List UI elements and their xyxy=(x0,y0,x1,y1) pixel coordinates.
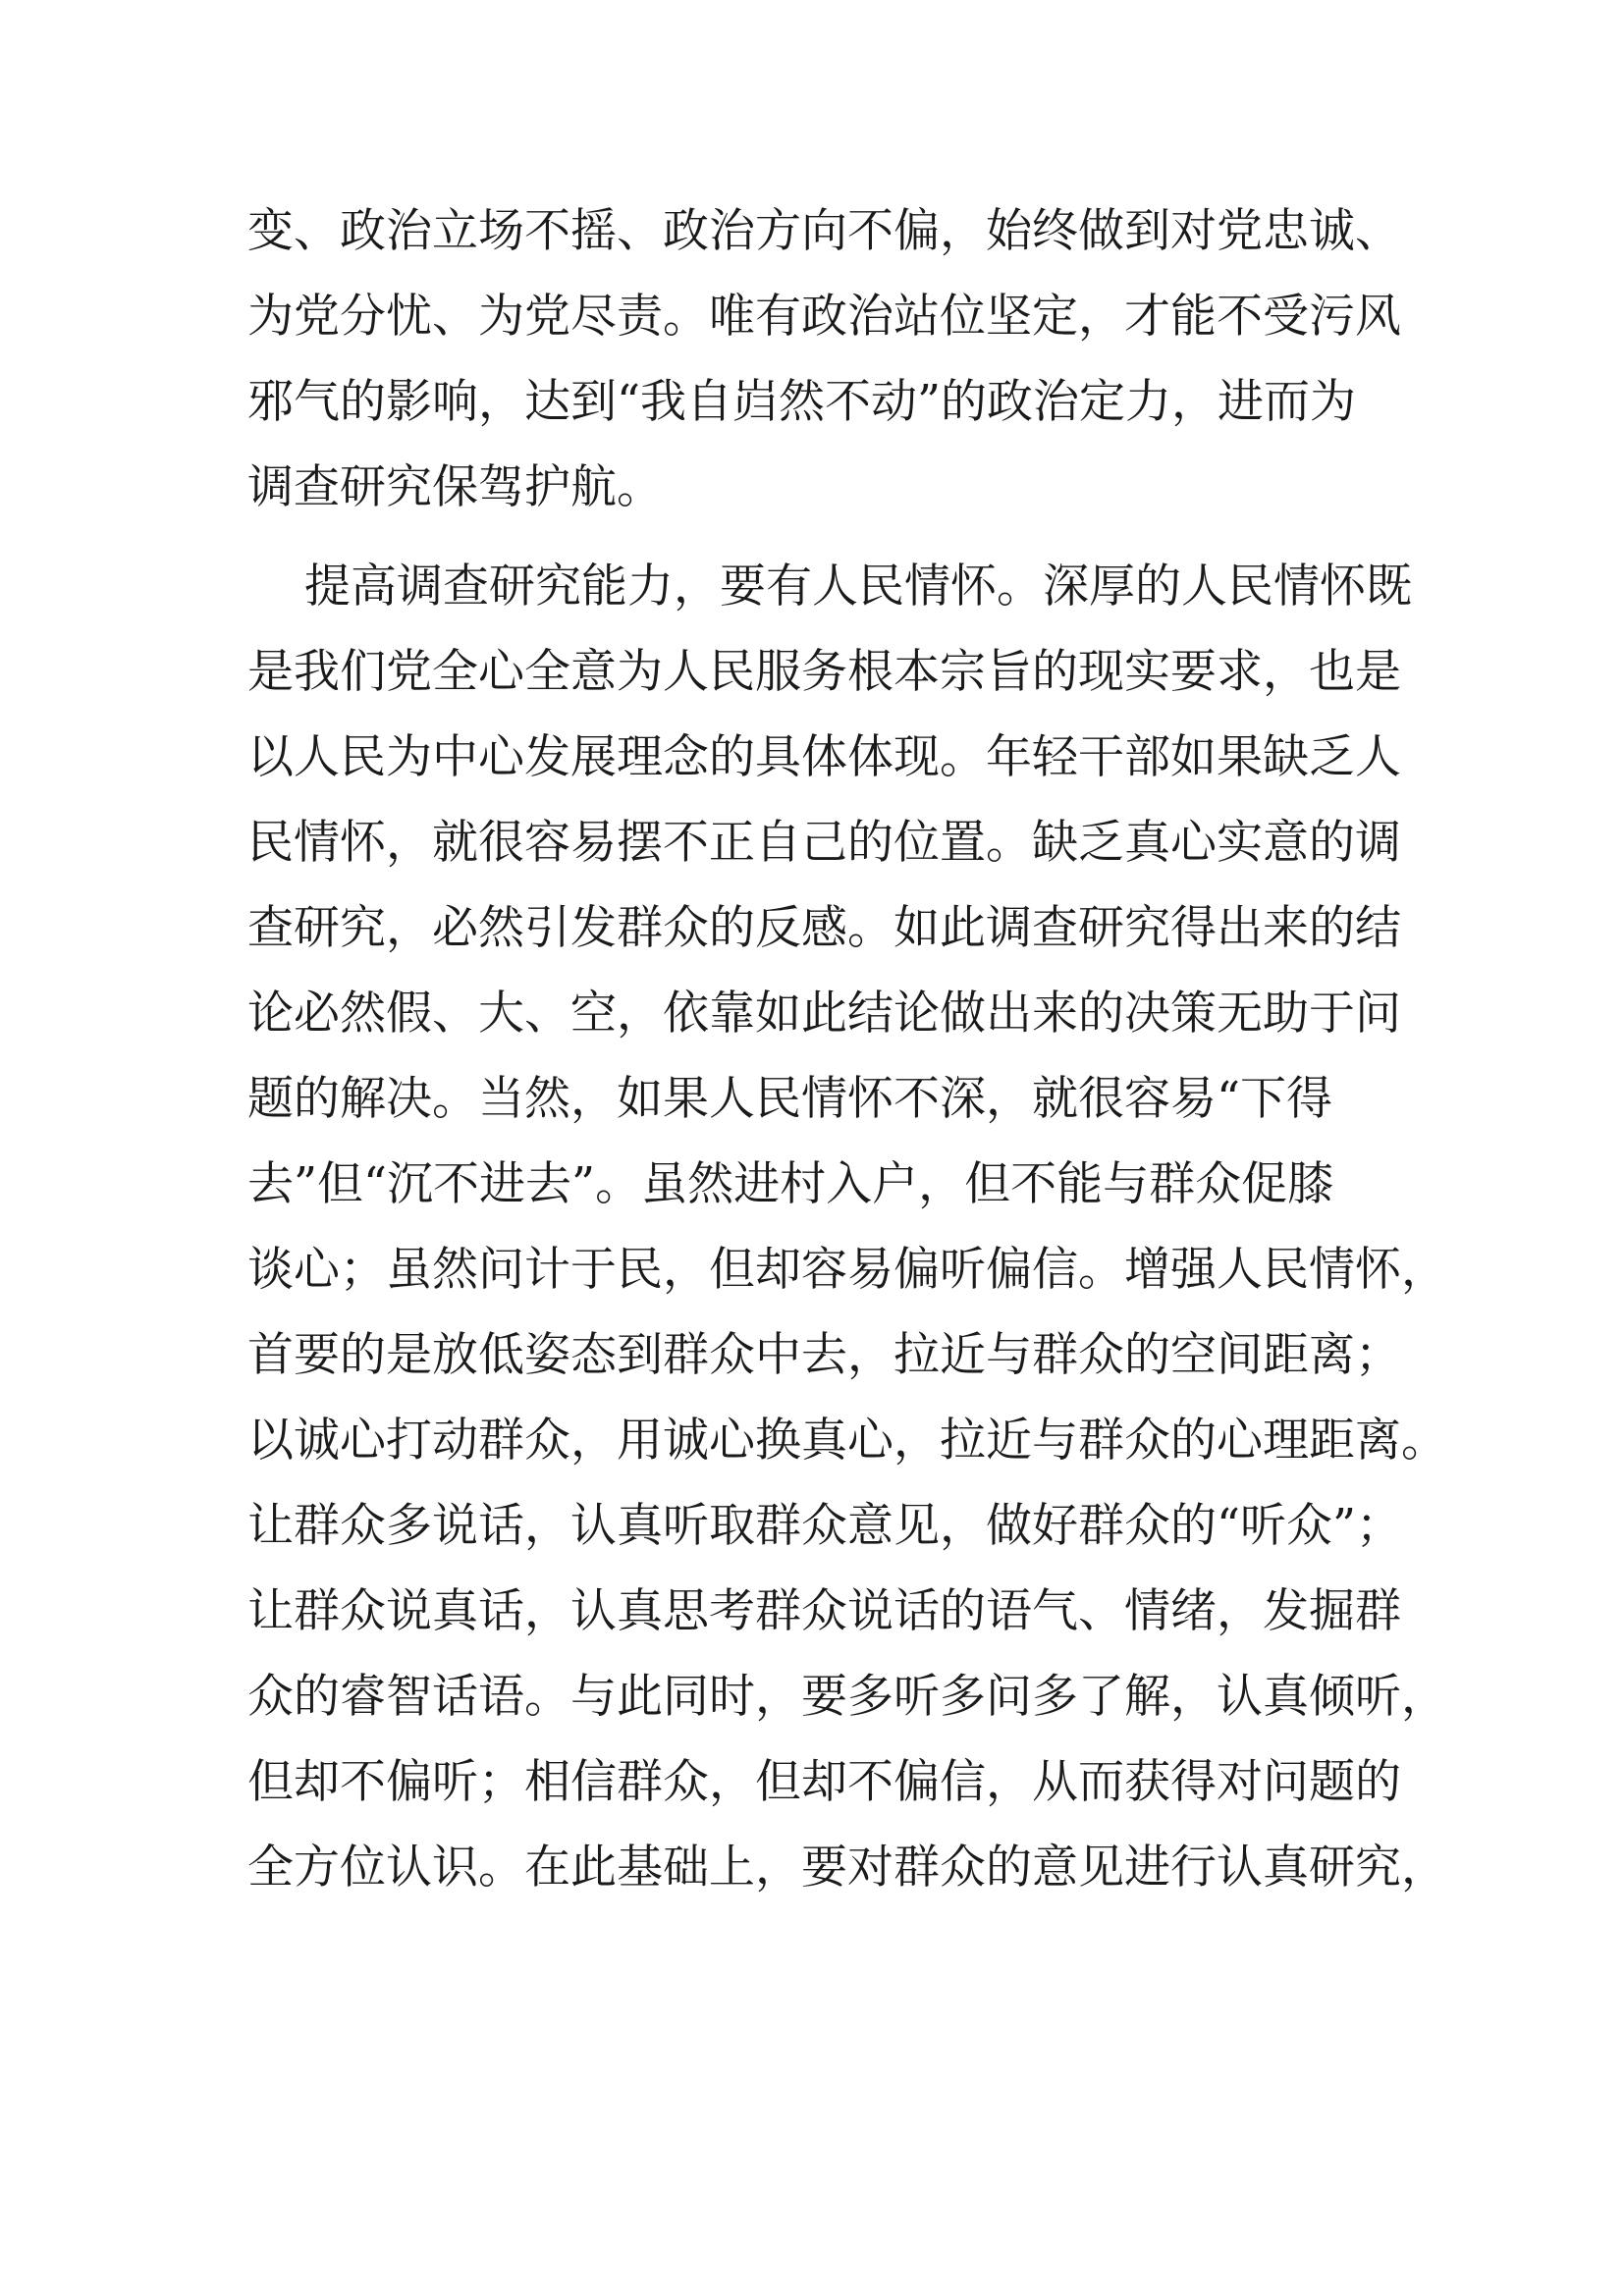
text-line: 邪气的影响，达到“我自岿然不动”的政治定力，进而为 xyxy=(247,375,1357,429)
text-line: 变、政治立场不摇、政治方向不偏，始终做到对党忠诚、 xyxy=(247,204,1401,258)
text-line: 题的解决。当然，如果人民情怀不深，就很容易“下得 xyxy=(247,1072,1333,1126)
text-line: 让群众多说话，认真听取群众意见，做好群众的“听众”； xyxy=(247,1499,1403,1553)
text-line: 是我们党全心全意为人民服务根本宗旨的现实要求，也是 xyxy=(247,645,1401,699)
text-line: 众的睿智话语。与此同时，要多听多问多了解，认真倾听， xyxy=(247,1670,1447,1724)
text-line: 但却不偏听；相信群众，但却不偏信，从而获得对问题的 xyxy=(247,1755,1401,1809)
text-line: 为党分忧、为党尽责。唯有政治站位坚定，才能不受污风 xyxy=(247,290,1401,344)
text-line: 首要的是放低姿态到群众中去，拉近与群众的空间距离； xyxy=(247,1328,1401,1382)
paragraph-2 xyxy=(247,544,1447,1910)
text-line: 论必然假、大、空，依靠如此结论做出来的决策无助于问 xyxy=(247,987,1401,1041)
text-line: 全方位认识。在此基础上，要对群众的意见进行认真研究， xyxy=(247,1841,1447,1895)
text-line: 调查研究保驾护航。 xyxy=(247,460,663,514)
text-line: 查研究，必然引发群众的反感。如此调查研究得出来的结 xyxy=(247,901,1401,955)
text-line: 让群众说真话，认真思考群众说话的语气、情绪，发掘群 xyxy=(247,1584,1401,1638)
text-line: 提高调查研究能力，要有人民情怀。深厚的人民情怀既 xyxy=(304,560,1412,614)
paragraph-spacer xyxy=(247,530,1386,544)
text-line: 以人民为中心发展理念的具体体现。年轻干部如果缺乏人 xyxy=(247,730,1401,784)
text-line: 以诚心打动群众，用诚心换真心，拉近与群众的心理距离。 xyxy=(247,1414,1447,1468)
paragraph-1 xyxy=(247,188,1401,530)
body-text xyxy=(247,188,1447,1910)
text-line: 去”但“沉不进去”。虽然进村入户，但不能与群众促膝 xyxy=(247,1157,1334,1211)
text-line: 谈心；虽然问计于民，但却容易偏听偏信。增强人民情怀， xyxy=(247,1243,1447,1297)
text-line: 民情怀，就很容易摆不正自己的位置。缺乏真心实意的调 xyxy=(247,816,1401,870)
